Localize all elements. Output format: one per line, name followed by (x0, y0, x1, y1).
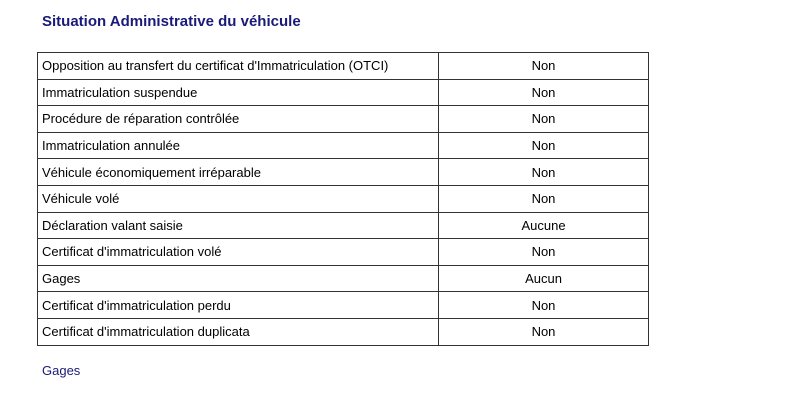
row-label: Certificat d'immatriculation volé (38, 239, 439, 266)
table-row (38, 79, 649, 106)
row-label: Certificat d'immatriculation duplicata (38, 318, 439, 345)
table-row (38, 265, 649, 292)
row-label: Opposition au transfert du certificat d'Immatriculation (OTCI) (38, 53, 439, 80)
row-label: Procédure de réparation contrôlée (38, 106, 439, 133)
table-row (38, 318, 649, 345)
row-value: Aucun (439, 265, 649, 292)
table-row (38, 212, 649, 239)
vehicle-status-table (37, 52, 649, 346)
row-value: Non (439, 132, 649, 159)
row-value: Non (439, 159, 649, 186)
section-title: Situation Administrative du véhicule (42, 13, 301, 30)
row-label: Certificat d'immatriculation perdu (38, 292, 439, 319)
table-row (38, 185, 649, 212)
row-value: Non (439, 239, 649, 266)
table-row (38, 132, 649, 159)
row-label: Immatriculation annulée (38, 132, 439, 159)
row-label: Véhicule volé (38, 185, 439, 212)
table-row (38, 53, 649, 80)
row-value: Aucune (439, 212, 649, 239)
gages-link[interactable]: Gages (42, 363, 81, 378)
row-value: Non (439, 185, 649, 212)
row-value: Non (439, 106, 649, 133)
row-label: Gages (38, 265, 439, 292)
table-row (38, 159, 649, 186)
row-value: Non (439, 318, 649, 345)
table-row (38, 239, 649, 266)
row-label: Véhicule économiquement irréparable (38, 159, 439, 186)
row-value: Non (439, 292, 649, 319)
table-row (38, 292, 649, 319)
row-label: Déclaration valant saisie (38, 212, 439, 239)
row-value: Non (439, 79, 649, 106)
row-value: Non (439, 53, 649, 80)
row-label: Immatriculation suspendue (38, 79, 439, 106)
table-row (38, 106, 649, 133)
